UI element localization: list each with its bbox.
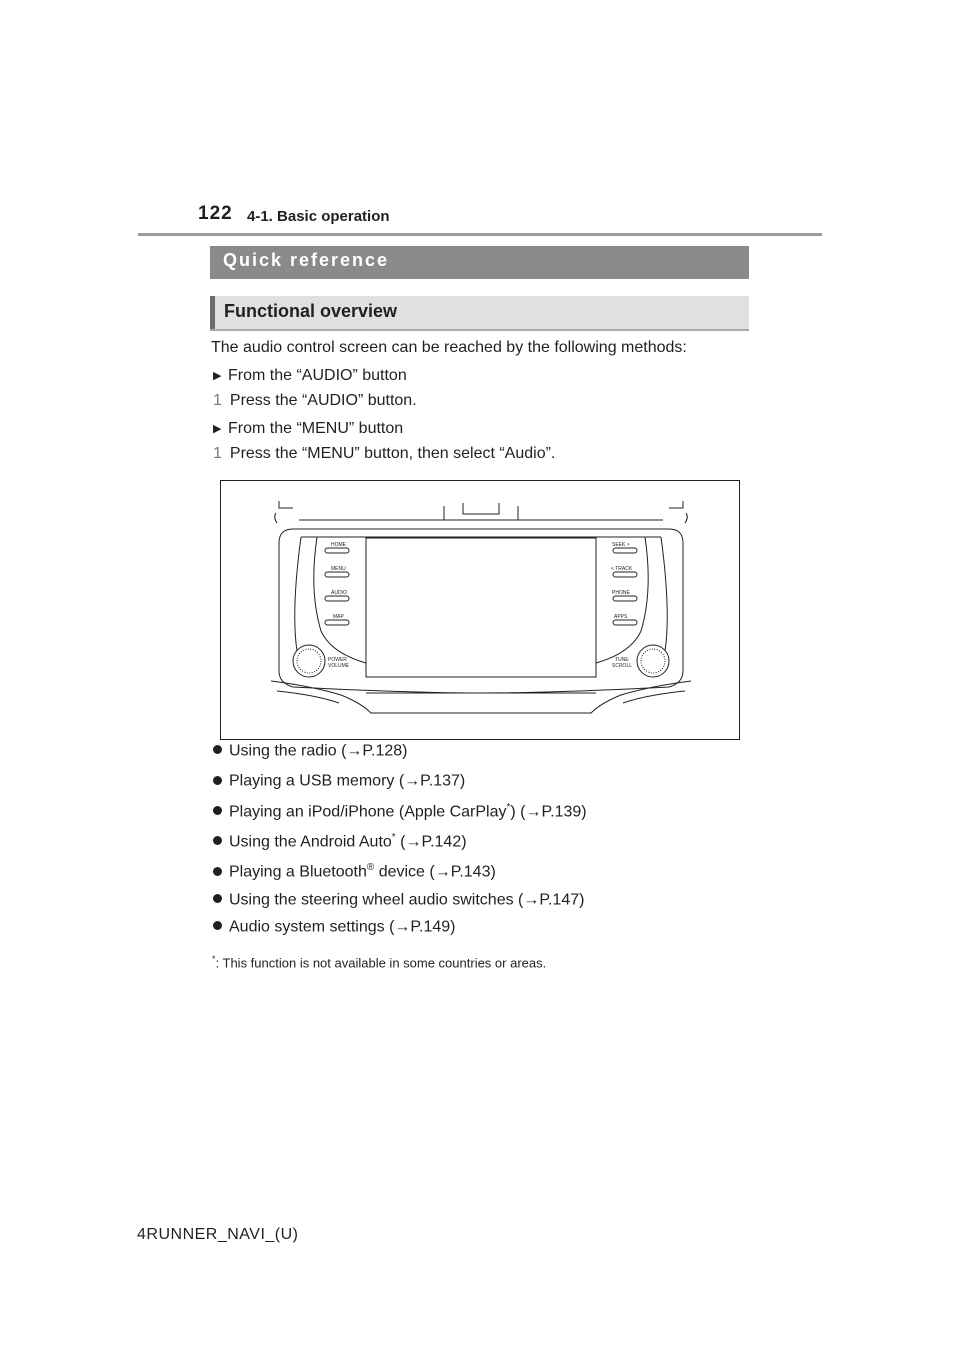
bullet-dot-icon bbox=[213, 894, 222, 903]
footnote-text: : This function is not available in some countries or areas. bbox=[215, 955, 547, 971]
page-number: 122 bbox=[198, 203, 233, 224]
bullet-dot-icon bbox=[213, 745, 222, 754]
bullet-text: Playing an iPod/iPhone (Apple CarPlay bbox=[229, 802, 507, 820]
triangle-bullet-icon: ▶ bbox=[213, 423, 222, 435]
page-link-p142[interactable]: P.142 bbox=[421, 833, 462, 851]
arrow-right-icon: → bbox=[394, 918, 411, 936]
bullet-superscript: ® bbox=[366, 862, 375, 874]
bullet-close: ) bbox=[450, 918, 456, 936]
left-button-label-audio: AUDIO bbox=[331, 590, 347, 596]
bullet-item-bluetooth bbox=[213, 862, 587, 881]
bullet-close: ) bbox=[402, 742, 408, 760]
bullet-text: Audio system settings ( bbox=[229, 918, 395, 936]
footnote-mark: * bbox=[212, 954, 216, 964]
step-number: 1 bbox=[213, 392, 222, 409]
right-button-label-phone: PHONE bbox=[612, 590, 630, 596]
page-link-p137[interactable]: P.137 bbox=[420, 772, 460, 790]
bullet-item-android-auto bbox=[213, 832, 587, 851]
bullet-item-steering-switches bbox=[213, 890, 587, 909]
step-text: Press the “AUDIO” button. bbox=[229, 392, 417, 409]
page-link-p143[interactable]: P.143 bbox=[450, 863, 491, 881]
right-knob-label-scroll: SCROLL bbox=[612, 663, 633, 669]
right-button-label-apps: APPS bbox=[614, 614, 628, 620]
bullet-item-ipod bbox=[213, 802, 587, 821]
method-step-menu bbox=[213, 445, 555, 463]
step-text: Press the “MENU” button, then select “Audio”. bbox=[229, 445, 556, 462]
triangle-bullet-icon: ▶ bbox=[213, 370, 222, 382]
method-step-audio bbox=[213, 392, 417, 410]
section-label: 4-1. Basic operation bbox=[247, 208, 390, 225]
footnote bbox=[212, 954, 546, 970]
bullet-item-radio bbox=[213, 741, 587, 760]
arrow-right-icon: → bbox=[404, 772, 421, 790]
audio-unit-figure bbox=[220, 480, 740, 740]
bullet-text-post: ) ( bbox=[510, 802, 526, 820]
bullet-dot-icon bbox=[213, 867, 222, 876]
bullet-text-post: device ( bbox=[374, 863, 435, 881]
section-title-bar: Quick reference bbox=[210, 246, 749, 279]
method-heading-text: From the “MENU” button bbox=[228, 420, 404, 437]
bullet-text: Using the steering wheel audio switches ( bbox=[229, 890, 524, 908]
bullet-superscript: * bbox=[506, 801, 511, 813]
bullet-close: ) bbox=[461, 833, 467, 851]
left-button-label-menu: MENU bbox=[331, 566, 346, 572]
bullet-dot-icon bbox=[213, 776, 222, 785]
bullet-dot-icon bbox=[213, 806, 222, 815]
left-button-label-home: HOME bbox=[331, 542, 346, 548]
arrow-right-icon: → bbox=[405, 833, 422, 851]
right-button-label-seek: SEEK > bbox=[612, 542, 630, 548]
page-link-p139[interactable]: P.139 bbox=[541, 802, 582, 820]
bullet-text: Using the Android Auto bbox=[229, 833, 392, 851]
bullet-close: ) bbox=[459, 772, 466, 790]
intro-text: The audio control screen can be reached by the following methods: bbox=[211, 339, 687, 356]
page-link-p149[interactable]: P.149 bbox=[410, 918, 451, 936]
bullet-list bbox=[213, 741, 587, 936]
subsection-title-bar: Functional overview bbox=[210, 296, 749, 329]
arrow-right-icon: → bbox=[523, 890, 540, 908]
audio-unit-illustration bbox=[221, 481, 741, 741]
bullet-item-audio-settings bbox=[213, 917, 587, 936]
bullet-text-post: ( bbox=[395, 833, 406, 851]
left-button-label-map: MAP bbox=[333, 614, 344, 620]
bullet-dot-icon bbox=[213, 921, 222, 930]
bullet-text: Playing a USB memory ( bbox=[229, 772, 405, 790]
page-link-p147[interactable]: P.147 bbox=[539, 890, 580, 908]
document-id: 4RUNNER_NAVI_(U) bbox=[137, 1226, 299, 1243]
left-knob-label-power: POWER bbox=[328, 657, 347, 663]
bullet-close: ) bbox=[490, 863, 496, 881]
bullet-close: ) bbox=[581, 802, 587, 820]
page-link-p128[interactable]: P.128 bbox=[362, 742, 403, 760]
left-knob-label-volume: VOLUME bbox=[328, 663, 350, 669]
arrow-right-icon: → bbox=[525, 802, 542, 820]
bullet-close: ) bbox=[579, 890, 585, 908]
right-button-label-track: < TRACK bbox=[611, 566, 633, 572]
method-heading-audio bbox=[213, 367, 407, 385]
bullet-dot-icon bbox=[213, 836, 222, 845]
method-heading-menu bbox=[213, 420, 403, 438]
arrow-right-icon: → bbox=[434, 863, 451, 881]
bullet-item-usb bbox=[213, 771, 587, 790]
bullet-text: Playing a Bluetooth bbox=[229, 863, 367, 881]
arrow-right-icon: → bbox=[346, 742, 363, 760]
header-rule bbox=[138, 233, 822, 236]
bullet-text: Using the radio ( bbox=[229, 742, 347, 760]
method-heading-text: From the “AUDIO” button bbox=[228, 367, 407, 384]
step-number: 1 bbox=[213, 445, 222, 462]
right-knob-label-tune: TUNE bbox=[615, 657, 629, 663]
bullet-superscript: * bbox=[391, 831, 396, 843]
